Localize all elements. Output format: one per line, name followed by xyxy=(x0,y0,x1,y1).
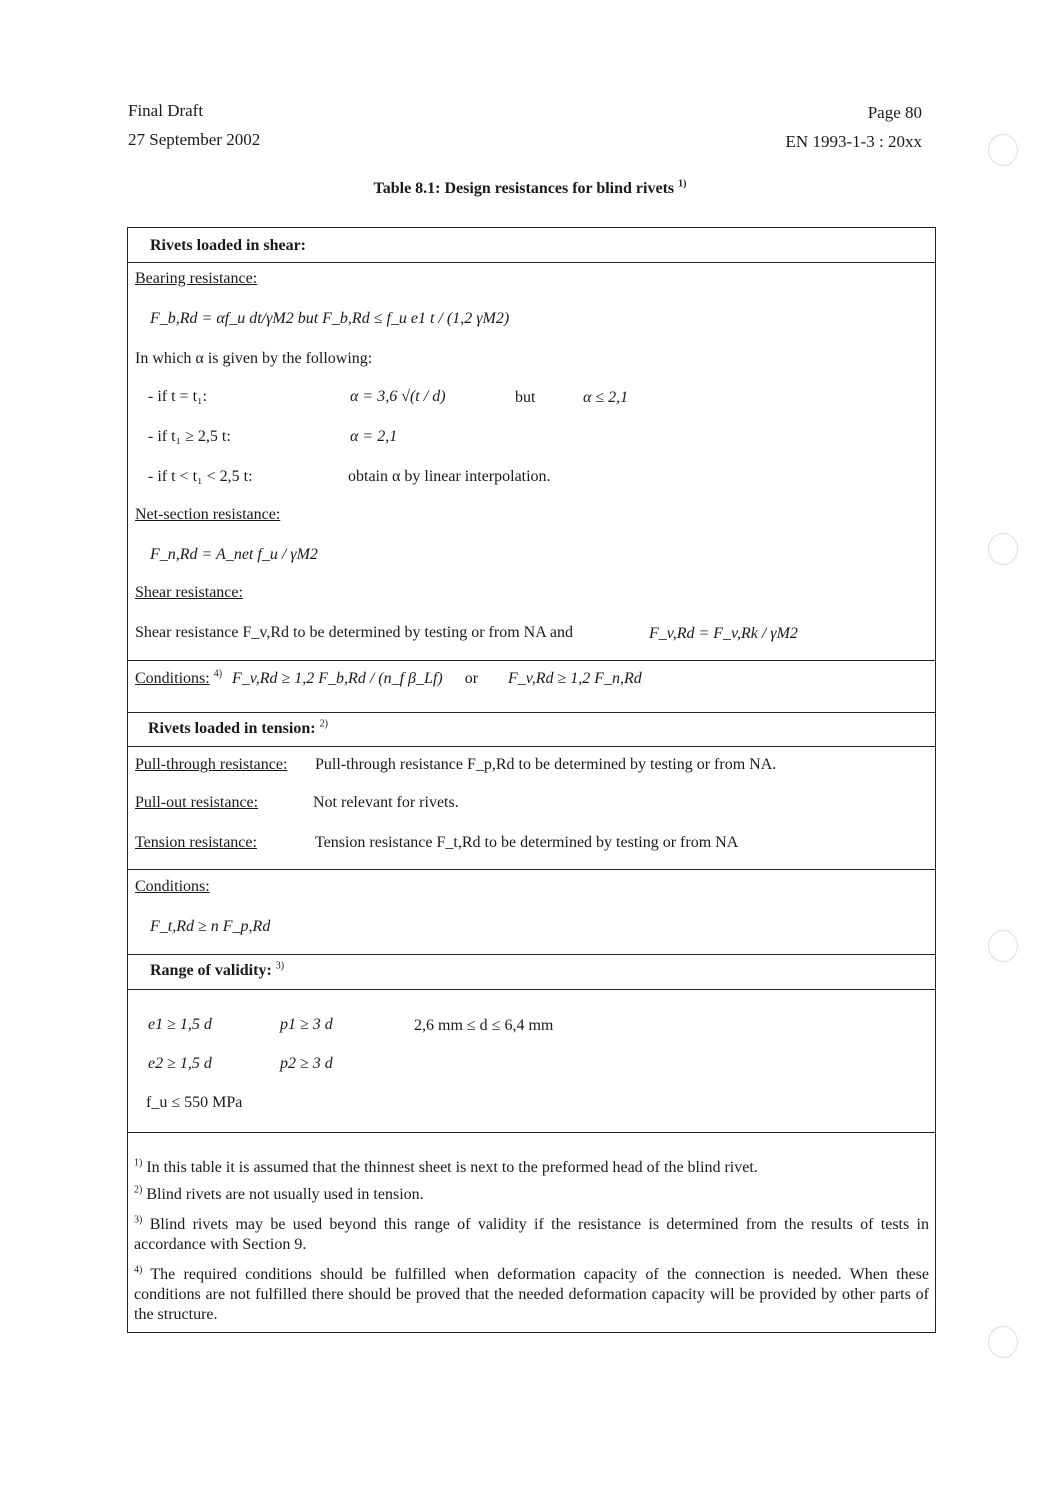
divider xyxy=(128,989,935,990)
case-1-rule: α = 3,6 √(t / d) xyxy=(350,388,446,405)
draft-label: Final Draft xyxy=(128,101,204,120)
page-number: Page 80 xyxy=(867,103,922,122)
validity-fu: f_u ≤ 550 MPa xyxy=(146,1094,243,1111)
validity-heading-text: Range of validity: xyxy=(150,962,272,979)
punch-hole xyxy=(988,1326,1018,1358)
shear-heading: Rivets loaded in shear: xyxy=(150,237,306,254)
case-2-condition: - if t₁ ≥ 2,5 t: xyxy=(148,428,231,445)
draft-date: 27 September 2002 xyxy=(128,130,261,149)
case-1-limit: α ≤ 2,1 xyxy=(583,389,629,406)
shear-conditions-or: or xyxy=(464,670,479,687)
footnote-1-text: In this table it is assumed that the thinnest sheet is next to the preformed head of the blind rivet. xyxy=(146,1159,758,1176)
divider xyxy=(128,712,935,713)
pull-out-text: Not relevant for rivets. xyxy=(313,794,459,811)
divider xyxy=(128,1132,935,1133)
validity-heading-note: 3) xyxy=(275,960,285,972)
footnote-2-text: Blind rivets are not usually used in tension. xyxy=(146,1186,424,1203)
footnote-2 xyxy=(134,1185,929,1205)
validity-e1: e1 ≥ 1,5 d xyxy=(148,1016,212,1033)
divider xyxy=(128,262,935,263)
case-3-condition: - if t < t₁ < 2,5 t: xyxy=(148,468,253,485)
pull-out-label: Pull-out resistance: xyxy=(135,794,259,811)
divider xyxy=(128,954,935,955)
punch-hole xyxy=(988,533,1018,565)
footnote-1 xyxy=(134,1158,929,1178)
header-right xyxy=(770,98,922,156)
net-section-label: Net-section resistance: xyxy=(135,506,281,523)
design-resistance-table xyxy=(127,227,936,1333)
footnote-4 xyxy=(134,1265,929,1325)
validity-heading xyxy=(150,962,284,980)
tension-resistance-label: Tension resistance: xyxy=(135,834,257,851)
divider xyxy=(128,660,935,661)
footnote-3 xyxy=(134,1215,929,1255)
tension-conditions-formula: F_t,Rd ≥ n F_p,Rd xyxy=(150,918,271,935)
punch-hole xyxy=(988,930,1018,962)
footnote-2-mark: 2) xyxy=(134,1184,143,1196)
shear-conditions-note: 4) xyxy=(213,668,223,680)
footnote-1-mark: 1) xyxy=(134,1157,143,1169)
bearing-label: Bearing resistance: xyxy=(135,270,258,287)
tension-heading-note: 2) xyxy=(319,718,328,730)
validity-p2: p2 ≥ 3 d xyxy=(280,1055,333,1072)
case-3-rule: obtain α by linear interpolation. xyxy=(348,468,551,485)
tension-conditions-label: Conditions: xyxy=(135,878,210,895)
tension-resistance-text: Tension resistance F_t,Rd to be determined by testing or from NA xyxy=(315,834,739,851)
header-left xyxy=(128,96,260,154)
shear-conditions-label: Conditions: xyxy=(135,670,210,687)
shear-resistance-text: Shear resistance F_v,Rd to be determined by testing or from NA and xyxy=(135,624,573,641)
validity-p1: p1 ≥ 3 d xyxy=(280,1016,333,1033)
tension-heading xyxy=(148,720,328,738)
case-1-but: but xyxy=(515,389,536,406)
shear-conditions-formula: F_v,Rd ≥ 1,2 F_b,Rd / (n_f β_Lf) xyxy=(232,670,443,687)
punch-hole xyxy=(988,134,1018,166)
divider xyxy=(128,746,935,747)
caption-text: Table 8.1: Design resistances for blind rivets xyxy=(373,180,675,197)
shear-conditions-formula-2: F_v,Rd ≥ 1,2 F_n,Rd xyxy=(508,670,642,687)
divider xyxy=(128,869,935,870)
footnote-3-text: Blind rivets may be used beyond this range of validity if the resistance is determined from the results of tests in accordance with Section 9. xyxy=(134,1216,930,1253)
validity-d-range: 2,6 mm ≤ d ≤ 6,4 mm xyxy=(414,1017,554,1034)
case-1-condition: - if t = t₁: xyxy=(148,388,208,405)
pull-through-label: Pull-through resistance: xyxy=(135,756,288,773)
standard-code: EN 1993-1-3 : 20xx xyxy=(785,132,922,151)
validity-e2: e2 ≥ 1,5 d xyxy=(148,1055,212,1072)
alpha-intro: In which α is given by the following: xyxy=(135,350,373,367)
shear-conditions xyxy=(135,670,642,688)
bearing-formula: F_b,Rd = αf_u dt/γM2 but F_b,Rd ≤ f_u e1 t / (1,2 γM2) xyxy=(150,310,510,327)
caption-note: 1) xyxy=(678,178,687,190)
footnote-4-mark: 4) xyxy=(134,1264,143,1276)
table-caption xyxy=(0,180,1060,198)
net-section-formula: F_n,Rd = A_net f_u / γM2 xyxy=(150,546,318,563)
tension-heading-text: Rivets loaded in tension: xyxy=(148,720,316,737)
footnote-3-mark: 3) xyxy=(134,1214,143,1226)
case-2-rule: α = 2,1 xyxy=(350,428,398,445)
shear-resistance-formula: F_v,Rd = F_v,Rk / γM2 xyxy=(649,625,798,642)
footnote-4-text: The required conditions should be fulfilled when deformation capacity of the connection is needed. When these conditions are not fulfilled there should be proved that the needed deformation capacity will be provided by other parts of the structure. xyxy=(134,1266,929,1323)
shear-resistance-label: Shear resistance: xyxy=(135,584,243,601)
pull-through-text: Pull-through resistance F_p,Rd to be determined by testing or from NA. xyxy=(315,756,777,773)
